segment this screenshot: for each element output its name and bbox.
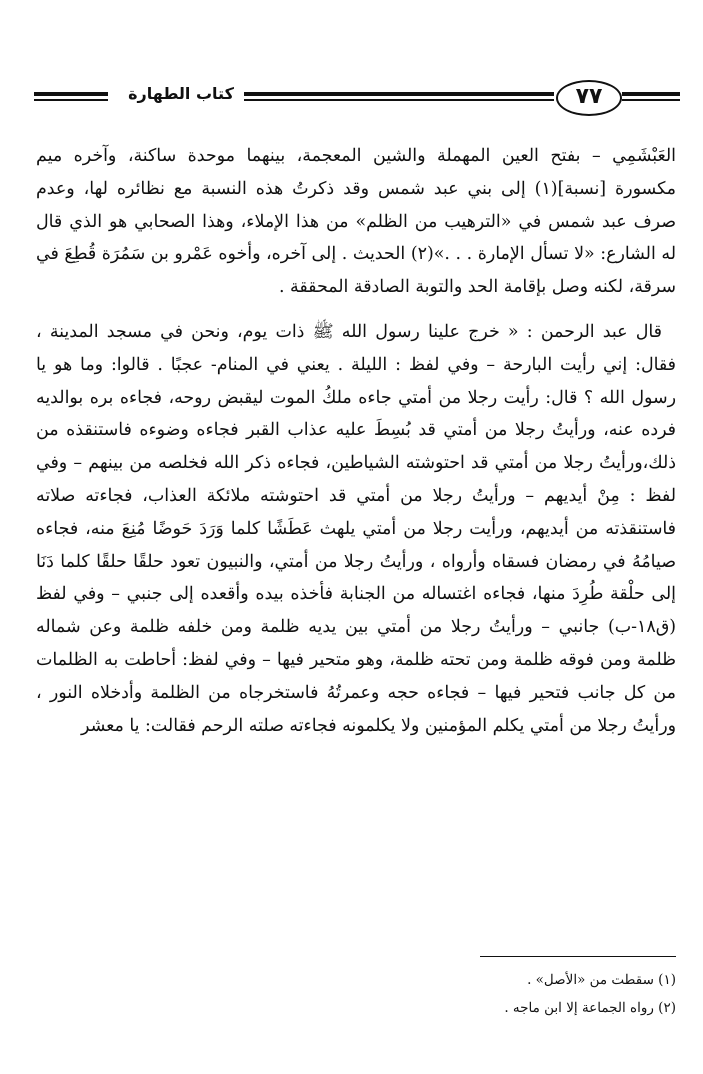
- header-rule-middle: [244, 92, 554, 104]
- page-number: ٧٧: [556, 80, 622, 116]
- header-rule-thin: [34, 99, 108, 101]
- header-rule-thick: [622, 92, 680, 96]
- header-rule-thin: [244, 99, 554, 101]
- header-rule-left: [34, 92, 108, 104]
- paragraph-1: العَبْشَمِي – بفتح العين المهملة والشين المعجمة، بينهما موحدة ساكنة، وآخره ميم مكسورة [نسبة](١) إلى بني عبد شمس وقد ذكرتُ هذه النسبة مع نظائره لها، وعدم صرف عبد شمس في «الترهيب من الظلم» من هذا الإملاء، وهذا الصحابي هو الذي قال له الشارع: «لا تسأل الإمارة . . .»(٢) الحديث . إلى آخره، وأخوه عَمْرو بن سَمُرَة قُطِعَ في سرقة، لكنه وصل بإقامة الحد والتوبة الصادقة المحققة .: [36, 146, 677, 298]
- footnote-2: (٢) رواه الجماعة إلا ابن ماجه .: [504, 1000, 676, 1016]
- header-rule-thin: [622, 99, 680, 101]
- footnote-1: (١) سقطت من «الأصل» .: [527, 972, 676, 988]
- page-header: [34, 78, 680, 122]
- running-title: كتاب الطهارة: [128, 84, 234, 103]
- paragraph-2: قال عبد الرحمن : « خرج علينا رسول الله ﷺ ذات يوم، ونحن في مسجد المدينة ، فقال: إني رأيت البارحة – وفي لفظ : الليلة . يعني في المنام- عجبًا . قالوا: وما هو يا رسول الله ؟ قال: رأيت رجلا من أمتي جاءه ملكُ الموت ليقبض روحه، فجاءه بره بوالديه فرده عنه، ورأيتُ رجلا من أمتي قد بُسِطَ عليه عذاب القبر فجاءه وضوءه فاستنقذه من ذلك،ورأيتُ رجلا من أمتي قد احتوشته الشياطين، فجاءه ذكر الله فخلصه من بينهم – وفي لفظ : مِنْ أيديهم – ورأيتُ رجلا من أمتي قد احتوشته ملائكة العذاب، فجاءته صلاته فاستنقذته من أيديهم، ورأيت رجلا من أمتي يلهث عَطَشًا كلما وَرَدَ حَوضًا مُنِعَ منه، فجاءه صيامُهُ في رمضان فسقاه وأرواه ، ورأيتُ رجلا من أمتي، والنبيون تعود حلقًا حلقًا كلما دَنَا إلى حلْقة طُرِدَ منها، فجاءه اغتساله من الجنابة فأخذه بيده وأقعده إلى جنبي – وفي لفظ (ق١٨-ب) جانبي – ورأيتُ رجلا من أمتي بين يديه ظلمة ومن خلفه ظلمة وعن شماله ظلمة ومن فوقه ظلمة ومن تحته ظلمة، وهو متحير فيها – وفي لفظ: أحاطت به الظلمات من كل جانب فتحير فيها – فجاءه حجه وعمرتُهُ فاستخرجاه من الظلمة وأدخلاه النور ، ورأيتُ رجلا من أمتي يكلم المؤمنين ولا يكلمونه فجاءته صلته الرحم فقالت: يا معشر: [36, 321, 676, 736]
- footnote-divider: [480, 956, 676, 957]
- paragraph-gap: [36, 304, 676, 316]
- header-rule-thick: [244, 92, 554, 96]
- main-text: [36, 140, 676, 742]
- footnotes: [36, 966, 676, 1022]
- header-rule-right: [622, 92, 680, 104]
- header-rule-thick: [34, 92, 108, 96]
